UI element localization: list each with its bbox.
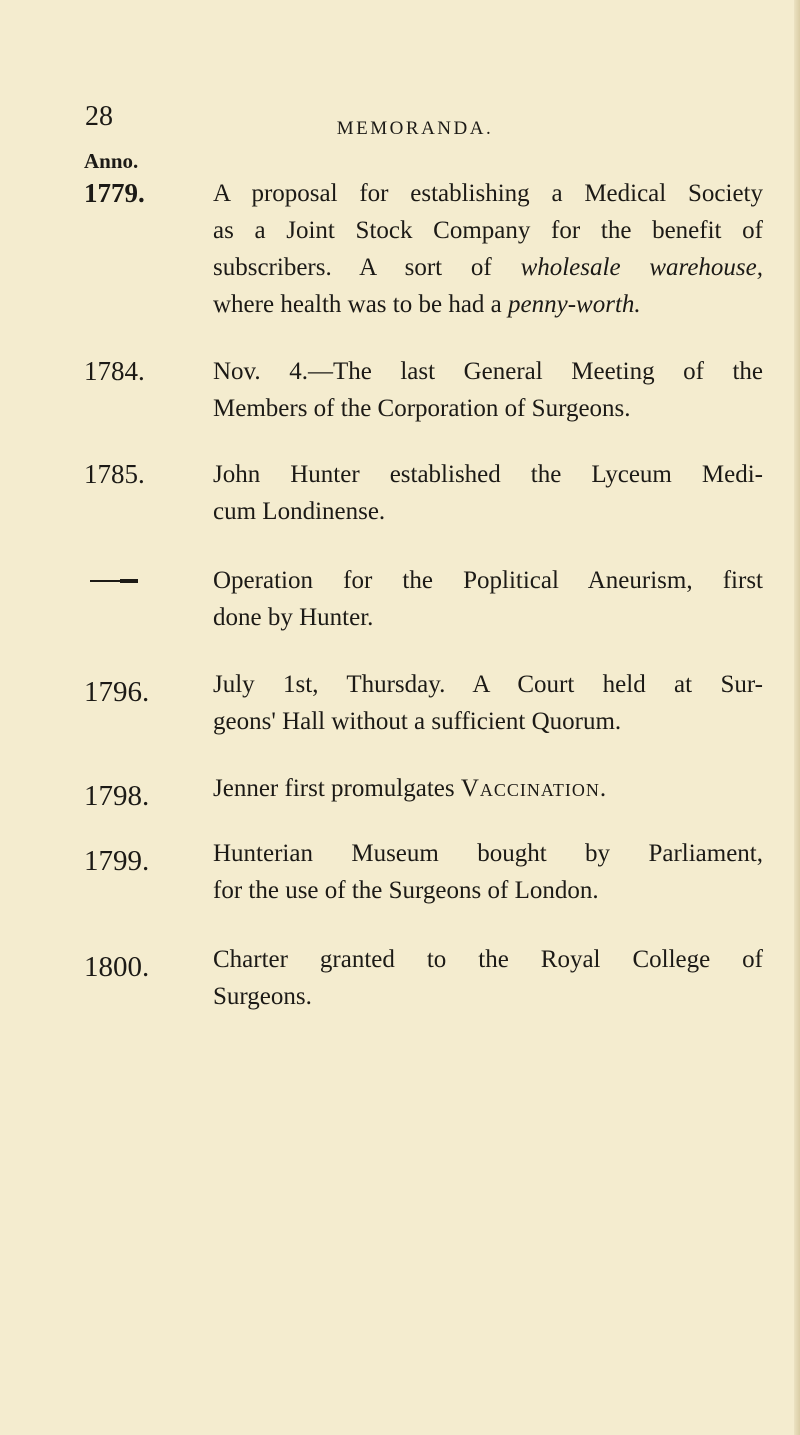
italic-phrase: penny-worth. xyxy=(508,291,641,318)
entry-line: geons' Hall without a sufficient Quorum. xyxy=(213,708,622,735)
entry-text xyxy=(213,835,763,909)
entry-line: Operation for the Poplitical Aneurism, first xyxy=(213,567,763,594)
entry-line: as a Joint Stock Company for the benefit of xyxy=(213,217,763,244)
entry-line: John Hunter established the Lyceum Medi- xyxy=(213,461,763,488)
entry-line: Members of the Corporation of Surgeons. xyxy=(213,395,631,422)
entry-line: Surgeons. xyxy=(213,983,312,1010)
entry-text xyxy=(213,456,763,530)
entry-year: 1779. xyxy=(84,178,145,208)
entry-line: Charter granted to the Royal College of xyxy=(213,946,763,973)
page-number: 28 xyxy=(85,101,113,132)
running-head: MEMORANDA. xyxy=(336,118,494,139)
entry-line: for the use of the Surgeons of London. xyxy=(213,877,599,904)
entry-year: 1784. xyxy=(84,356,145,386)
entry-line: Nov. 4.—The last General Meeting of the xyxy=(213,358,763,385)
entry-line: July 1st, Thursday. A Court held at Sur- xyxy=(213,671,763,698)
entry-line: done by Hunter. xyxy=(213,604,374,631)
italic-phrase: wholesale warehouse, xyxy=(520,254,763,281)
entry-text xyxy=(213,666,763,740)
entry-text xyxy=(213,175,763,323)
entry-line: A proposal for establishing a Medical Society xyxy=(213,180,763,207)
entry-line-text: subscribers. A sort of xyxy=(213,254,492,281)
entry-line-text: Jenner first promulgates xyxy=(213,775,455,802)
entry-year: 1798. xyxy=(84,780,150,812)
entry-line-text: where health was to be had a xyxy=(213,291,502,318)
entry-text xyxy=(213,941,763,1015)
entry-year: 1799. xyxy=(84,845,150,877)
entry-line: cum Londinense. xyxy=(213,498,386,525)
entry-year: 1800. xyxy=(84,951,150,983)
entry-year: 1785. xyxy=(84,459,145,489)
smallcaps-word: Vaccination. xyxy=(460,775,608,802)
entry-text xyxy=(213,562,763,636)
entry-year: 1796. xyxy=(84,676,150,708)
entry-line xyxy=(213,286,763,323)
anno-label: Anno. xyxy=(84,149,139,173)
entry-line xyxy=(213,770,763,807)
ditto-dash xyxy=(90,580,138,582)
entry-line: Hunterian Museum bought by Parliament, xyxy=(213,840,763,867)
entry-text xyxy=(213,770,763,807)
entry-text xyxy=(213,353,763,427)
entry-line xyxy=(213,249,763,286)
page-edge xyxy=(794,0,800,1435)
